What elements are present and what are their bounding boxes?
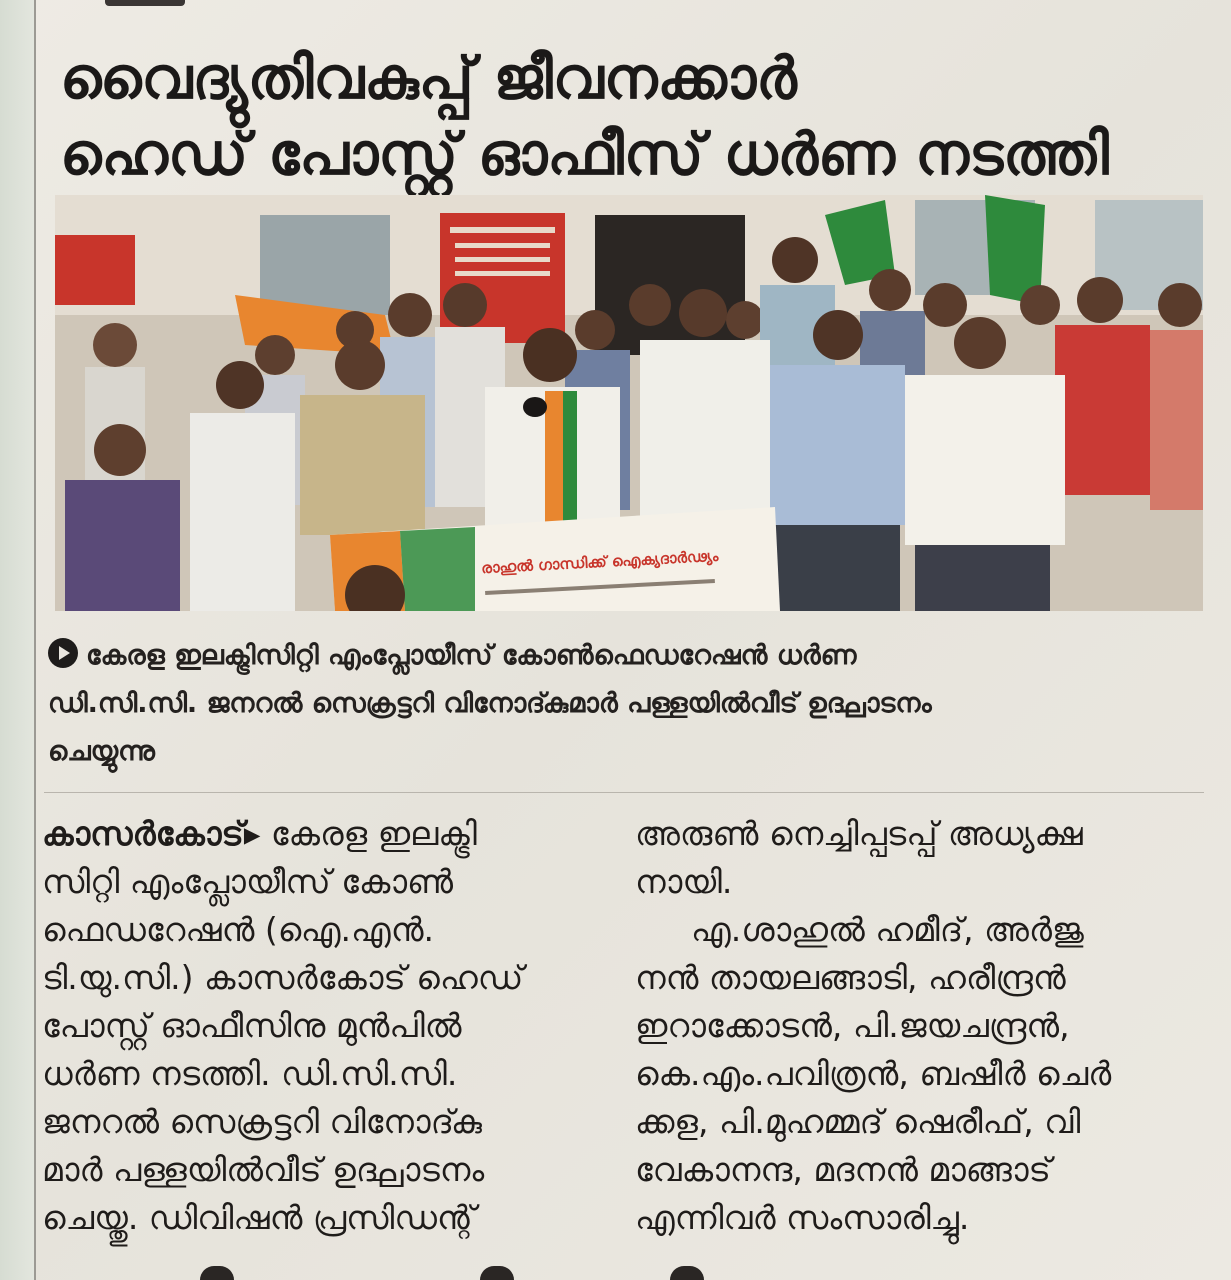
caption-line-3: ചെയ്യുന്നു xyxy=(48,736,155,767)
signboard-text-line xyxy=(455,271,550,276)
article-column-left xyxy=(42,810,602,1242)
headline-line-2: ഹെഡ് പോസ്റ്റ് ഓഫീസ് ധർണ നടത്തി xyxy=(60,120,1109,188)
article-line: നായി. xyxy=(635,862,733,901)
separator-rule xyxy=(44,792,1204,793)
dateline-arrow-icon: ▸ xyxy=(243,814,271,853)
article-line: ഇറാക്കോടൻ, പി.ജയചന്ദ്രൻ, xyxy=(635,1006,1070,1045)
article-line: സിറ്റി എംപ്ലോയീസ് കോൺ xyxy=(42,862,454,901)
microphone xyxy=(523,397,547,417)
article-line: ജനറൽ സെക്രട്ടറി വിനോദ്കു xyxy=(42,1102,482,1141)
article-line: എന്നിവർ സംസാരിച്ചു. xyxy=(635,1198,970,1237)
window xyxy=(260,215,390,315)
doorway xyxy=(595,215,745,355)
headline xyxy=(60,40,1200,192)
caption-line-2: ഡി.സി.സി. ജനറൽ സെക്രട്ടറി വിനോദ്കുമാർ പള്ളയിൽവീട് ഉദ്ഘാടനം xyxy=(48,688,932,719)
article-line: ടി.യു.സി.) കാസർകോട് ഹെഡ് xyxy=(42,958,524,997)
signboard-text-line xyxy=(455,243,550,248)
signboard-text-line xyxy=(455,257,550,262)
photo-caption xyxy=(48,632,1198,776)
article-line: കാസർകോട്▸ കേരള ഇലക്ട്രി xyxy=(42,814,477,853)
article-line: നൻ തായലങ്ങാടി, ഹരീന്ദ്രൻ xyxy=(635,958,1066,997)
article-column-right xyxy=(635,810,1205,1242)
article-line: വേകാനന്ദ, മദനൻ മാങ്ങാട് xyxy=(635,1150,1051,1189)
play-icon xyxy=(48,638,78,668)
article-line: ധർണ നടത്തി. ഡി.സി.സി. xyxy=(42,1054,458,1093)
protest-photo-illustration xyxy=(55,195,1203,611)
signboard-text-line xyxy=(450,227,555,233)
caption-line-1: കേരള ഇലക്ട്രിസിറ്റി എംപ്ലോയീസ് കോൺഫെഡറേഷൻ ധർണ xyxy=(48,632,1198,680)
banner-text: രാഹുൽ ഗാന്ധിക്ക് ഐക്യദാർഢ്യം xyxy=(480,546,719,578)
article-line: എ.ശാഹുൽ ഹമീദ്, അർജു xyxy=(691,910,1084,949)
article-line: കെ.എം.പവിത്രൻ, ബഷീർ ചെർ xyxy=(635,1054,1112,1093)
article-line: ഫെഡറേഷൻ (ഐ.എൻ. xyxy=(42,910,435,949)
article-line: പോസ്റ്റ് ഓഫീസിനു മുൻപിൽ xyxy=(42,1006,462,1045)
next-article-fragment xyxy=(200,1266,900,1280)
red-panel xyxy=(55,235,135,305)
article-line: ചെയ്തു. ഡിവിഷൻ പ്രസിഡന്റ് xyxy=(42,1198,476,1237)
dateline: കാസർകോട് xyxy=(42,814,244,853)
page-edge xyxy=(0,0,36,1280)
article-line: അരുൺ നെച്ചിപ്പടപ്പ് അധ്യക്ഷ xyxy=(635,814,1083,853)
previous-article-fragment xyxy=(105,0,185,6)
headline-line-1: വൈദ്യുതിവകുപ്പ് ജീവനക്കാർ xyxy=(60,44,797,112)
article-line: മാർ പള്ളയിൽവീട് ഉദ്ഘാടനം xyxy=(42,1150,485,1189)
article-line: ക്കള, പി.മുഹമ്മദ് ഷെരീഫ്, വി xyxy=(635,1102,1081,1141)
news-photo xyxy=(55,195,1203,611)
